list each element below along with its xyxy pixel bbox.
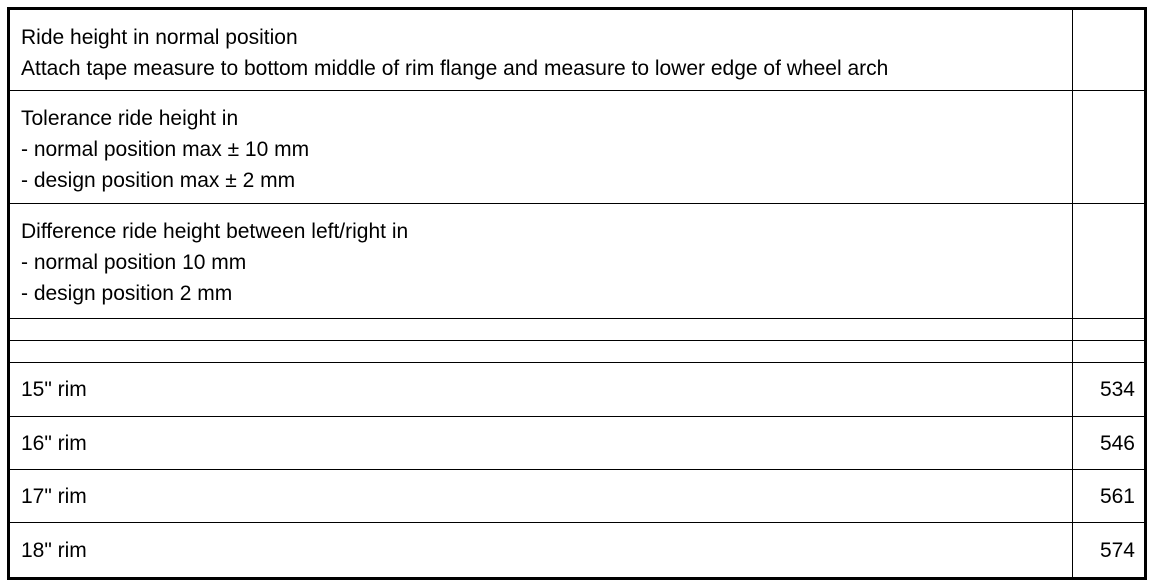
empty-table-row	[9, 341, 1146, 363]
rim-size-label: 18" rim	[9, 523, 1073, 579]
table-row	[9, 470, 1146, 523]
row-text-line: Tolerance ride height in	[21, 107, 239, 130]
row-description	[9, 204, 1073, 319]
row-text-line: - normal position 10 mm	[21, 251, 247, 274]
row-description	[9, 319, 1073, 341]
rim-size-label: 17" rim	[9, 470, 1073, 523]
row-text-line: Ride height in normal position	[21, 26, 298, 49]
row-text-line: - design position max ± 2 mm	[21, 169, 296, 192]
rim-size-label: 15" rim	[9, 363, 1073, 417]
table-row	[9, 523, 1146, 579]
row-description	[9, 91, 1073, 204]
rim-size-label: 16" rim	[9, 417, 1073, 470]
table-row	[9, 91, 1146, 204]
ride-height-spec-table	[7, 7, 1147, 580]
table-row	[9, 204, 1146, 319]
row-text-line: Attach tape measure to bottom middle of rim flange and measure to lower edge of wheel arch	[21, 57, 889, 80]
empty-table-row	[9, 319, 1146, 341]
row-description	[9, 9, 1073, 91]
row-value	[1073, 9, 1146, 91]
ride-height-value: 534	[1073, 363, 1146, 417]
row-text-line: - design position 2 mm	[21, 282, 233, 305]
row-text-line: - normal position max ± 10 mm	[21, 138, 310, 161]
row-value	[1073, 204, 1146, 319]
table-row	[9, 9, 1146, 91]
ride-height-value: 561	[1073, 470, 1146, 523]
row-value	[1073, 341, 1146, 363]
row-value	[1073, 319, 1146, 341]
ride-height-value: 546	[1073, 417, 1146, 470]
ride-height-value: 574	[1073, 523, 1146, 579]
row-value	[1073, 91, 1146, 204]
table-row	[9, 417, 1146, 470]
row-text-line: Difference ride height between left/right in	[21, 220, 409, 243]
row-description	[9, 341, 1073, 363]
table-row	[9, 363, 1146, 417]
